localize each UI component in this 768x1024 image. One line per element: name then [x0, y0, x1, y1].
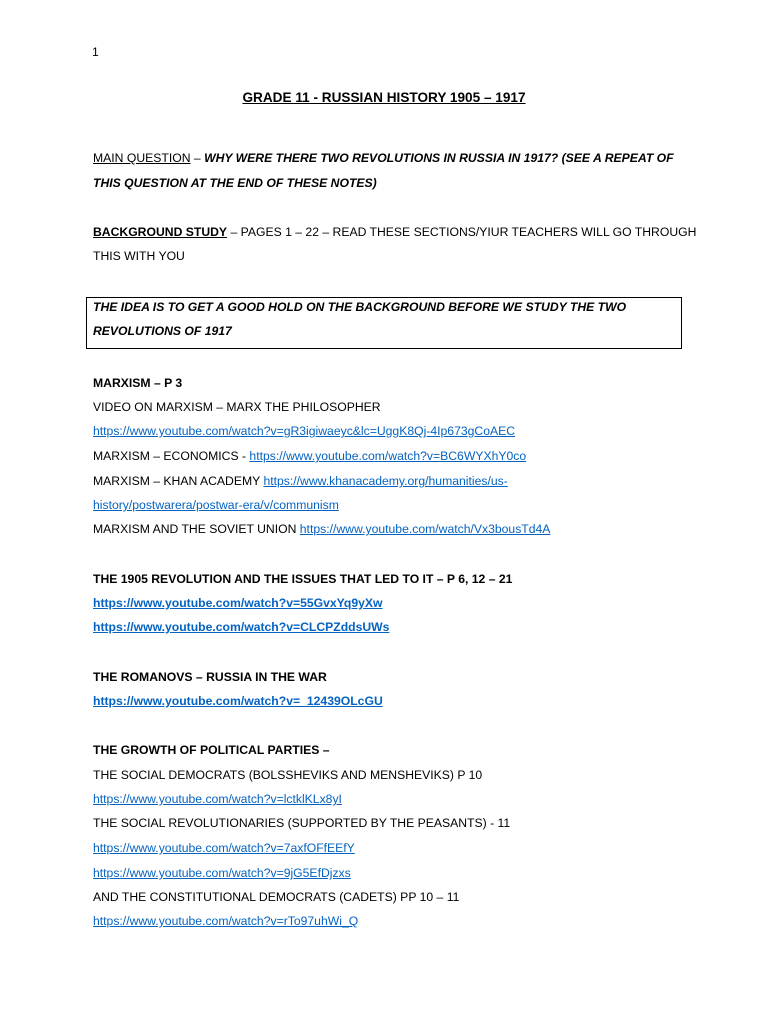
marxism-economics-row [93, 448, 526, 464]
social-revolutionaries-link-1[interactable]: https://www.youtube.com/watch?v=7axfOFfEEfY [93, 841, 355, 855]
social-revolutionaries-link-row-2 [93, 865, 351, 881]
background-text: – PAGES 1 – 22 – READ THESE SECTIONS/YIUR TEACHERS WILL GO THROUGH [227, 225, 697, 239]
romanovs-link-row [93, 693, 383, 709]
main-question-separator: – [190, 151, 205, 165]
constitutional-democrats-link-row [93, 913, 358, 929]
marxism-video-link[interactable]: https://www.youtube.com/watch?v=gR3igiwaeyc&lc=UggK8Qj-4Ip673gCoAEC [93, 424, 516, 438]
page-title: GRADE 11 - RUSSIAN HISTORY 1905 – 1917 [242, 90, 526, 105]
marxism-khan-row [93, 473, 508, 489]
callout-line-1: THE IDEA IS TO GET A GOOD HOLD ON THE BACKGROUND BEFORE WE STUDY THE TWO [93, 300, 627, 314]
marxism-khan-link-part-2[interactable]: history/postwarera/postwar-era/v/communism [93, 498, 339, 512]
marxism-soviet-row [93, 521, 550, 537]
marxism-video-link-row [93, 423, 515, 439]
parties-heading: THE GROWTH OF POLITICAL PARTIES – [93, 743, 330, 757]
marxism-video-label: VIDEO ON MARXISM – MARX THE PHILOSOPHER [93, 400, 381, 414]
social-revolutionaries-link-2[interactable]: https://www.youtube.com/watch?v=9jG5EfDjzxs [93, 866, 351, 880]
social-democrats-link-row [93, 791, 342, 807]
marxism-economics-link[interactable]: https://www.youtube.com/watch?v=BC6WYXhY0co [249, 449, 527, 463]
romanovs-heading: THE ROMANOVS – RUSSIA IN THE WAR [93, 670, 327, 684]
page-number: 1 [92, 45, 99, 59]
main-question-text: WHY WERE THERE TWO REVOLUTIONS IN RUSSIA IN 1917? (SEE A REPEAT OF [204, 151, 674, 165]
social-democrats-label: THE SOCIAL DEMOCRATS (BOLSSHEVIKS AND MENSHEVIKS) P 10 [93, 768, 483, 782]
revolution-1905-link-1[interactable]: https://www.youtube.com/watch?v=55GvxYq9yXw [93, 596, 383, 610]
background-line-2: THIS WITH YOU [93, 249, 185, 263]
constitutional-democrats-label: AND THE CONSTITUTIONAL DEMOCRATS (CADETS) PP 10 – 11 [93, 890, 460, 904]
revolution-1905-link-row-2 [93, 619, 389, 635]
revolution-1905-heading: THE 1905 REVOLUTION AND THE ISSUES THAT LED TO IT – P 6, 12 – 21 [93, 572, 513, 586]
main-question-line-2: THIS QUESTION AT THE END OF THESE NOTES) [93, 176, 377, 190]
marxism-economics-label: MARXISM – ECONOMICS - [93, 449, 250, 463]
background-line-1 [93, 224, 696, 240]
revolution-1905-link-2[interactable]: https://www.youtube.com/watch?v=CLCPZddsUWs [93, 620, 390, 634]
constitutional-democrats-link[interactable]: https://www.youtube.com/watch?v=rTo97uhWi_Q [93, 914, 359, 928]
marxism-soviet-label: MARXISM AND THE SOVIET UNION [93, 522, 300, 536]
marxism-khan-row-2 [93, 497, 339, 513]
marxism-khan-label: MARXISM – KHAN ACADEMY [93, 474, 264, 488]
revolution-1905-link-row-1 [93, 595, 383, 611]
main-question-label: MAIN QUESTION [93, 151, 191, 165]
social-revolutionaries-link-row-1 [93, 840, 355, 856]
marxism-soviet-link[interactable]: https://www.youtube.com/watch/Vx3bousTd4A [299, 522, 551, 536]
marxism-khan-link-part-1[interactable]: https://www.khanacademy.org/humanities/us- [263, 474, 508, 488]
marxism-heading: MARXISM – P 3 [93, 376, 183, 390]
main-question-line-1 [93, 150, 674, 166]
social-revolutionaries-label: THE SOCIAL REVOLUTIONARIES (SUPPORTED BY THE PEASANTS) - 11 [93, 816, 511, 830]
social-democrats-link[interactable]: https://www.youtube.com/watch?v=lctklKLx8yI [93, 792, 342, 806]
romanovs-link[interactable]: https://www.youtube.com/watch?v=_12439OLcGU [93, 694, 383, 708]
background-label: BACKGROUND STUDY [93, 225, 228, 239]
callout-line-2: REVOLUTIONS OF 1917 [93, 324, 232, 338]
